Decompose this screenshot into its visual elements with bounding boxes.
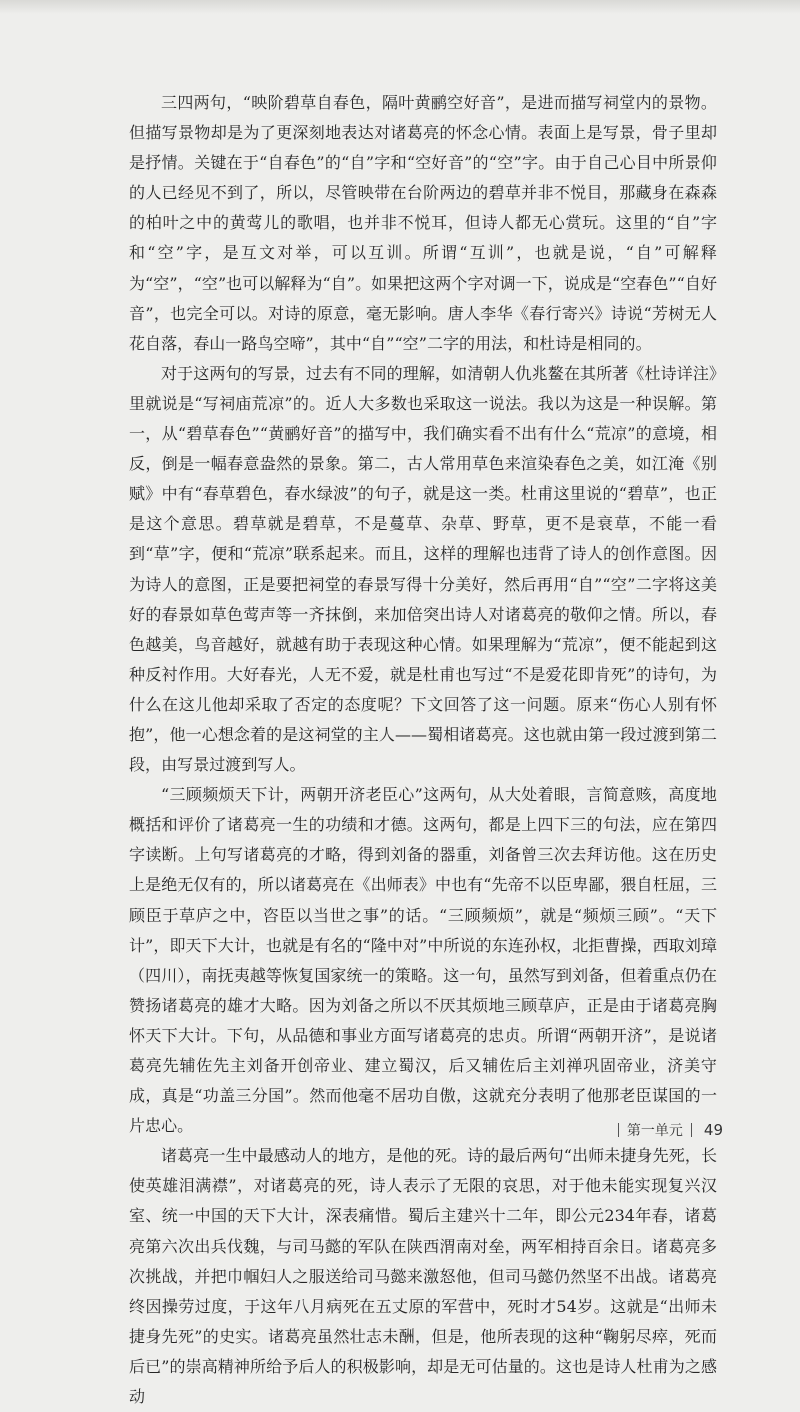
paragraph-4: 诸葛亮一生中最感动人的地方，是他的死。诗的最后两句“出师未捷身先死，长使英雄泪满襟”，对诸葛亮的死，诗人表示了无限的哀思，对于他未能实现复兴汉室、统一中国的天下大计，深表痛惜。蜀后主建兴十二年，即公元234年春，诸葛亮第六次出兵伐魏，与司马懿的军队在陕西渭南对垒，两军相持百余日。诸葛亮多次挑战，并把巾帼妇人之服送给司马懿来激怒他，但司马懿仍然坚不出战。诸葛亮终因操劳过度，于这年八月病死在五丈原的军营中，死时才54岁。这就是“出师未捷身先死”的史实。诸葛亮虽然壮志未酬，但是，他所表现的这种“鞠躬尽瘁，死而后已”的崇高精神所给予后人的积极影响，却是无可估量的。这也是诗人杜甫为之感动 (129, 1146, 717, 1407)
page-footer (610, 1120, 723, 1140)
footer-divider-left (618, 1123, 619, 1137)
page-edge-shadow (0, 0, 800, 14)
paragraph-2: 对于这两句的写景，过去有不同的理解，如清朝人仇兆鳌在其所著《杜诗详注》里就说是“写祠庙荒凉”的。近人大多数也采取这一说法。我以为这是一种误解。第一，从“碧草春色”“黄鹂好音”的描写中，我们确实看不出有什么“荒凉”的意境，相反，倒是一幅春意盎然的景象。第二，古人常用草色来渲染春色之美，如江淹《别赋》中有“春草碧色，春水绿波”的句子，就是这一类。杜甫这里说的“碧草”，也正是这个意思。碧草就是碧草，不是蔓草、杂草、野草，更不是衰草，不能一看到“草”字，便和“荒凉”联系起来。而且，这样的理解也违背了诗人的创作意图。因为诗人的意图，正是要把祠堂的春景写得十分美好，然后再用“自”“空”二字将这美好的春景如草色莺声等一齐抹倒，来加倍突出诗人对诸葛亮的敬仰之情。所以，春色越美，鸟音越好，就越有助于表现这种心情。如果理解为“荒凉”，便不能起到这种反衬作用。大好春光，人无不爱，就是杜甫也写过“不是爱花即肯死”的诗句，为什么在这儿他却采取了否定的态度呢？下文回答了这一问题。原来“伤心人别有怀抱”，他一心想念着的是这祠堂的主人——蜀相诸葛亮。这也就由第一段过渡到第二段，由写景过渡到写人。 (129, 363, 717, 775)
page-body (129, 88, 717, 1412)
unit-label: 第一单元 (626, 1123, 683, 1139)
page-number: 49 (703, 1121, 723, 1139)
paragraph-1: 三四两句，“映阶碧草自春色，隔叶黄鹂空好音”，是进而描写祠堂内的景物。但描写景物却是为了更深刻地表达对诸葛亮的怀念心情。表面上是写景，骨子里却是抒情。关键在于“自春色”的“自”字和“空好音”的“空”字。由于自己心目中所景仰的人已经见不到了，所以，尽管映带在台阶两边的碧草并非不悦目，那藏身在森森的柏叶之中的黄莺儿的歌唱，也并非不悦耳，但诗人都无心赏玩。这里的“自”字和“空”字，是互文对举，可以互训。所谓“互训”，也就是说，“自”可解释为“空”，“空”也可以解释为“自”。如果把这两个字对调一下，说成是“空春色”“自好音”，也完全可以。对诗的原意，毫无影响。唐人李华《春行寄兴》诗说“芳树无人花自落，春山一路鸟空啼”，其中“自”“空”二字的用法，和杜诗是相同的。 (129, 93, 717, 353)
paragraph-3: “三顾频烦天下计，两朝开济老臣心”这两句，从大处着眼，言简意赅，高度地概括和评价了诸葛亮一生的功绩和才德。这两句，都是上四下三的句法，应在第四字读断。上句写诸葛亮的才略，得到刘备的器重，刘备曾三次去拜访他。这在历史上是绝无仅有的，所以诸葛亮在《出师表》中也有“先帝不以臣卑鄙，猥自枉屈，三顾臣于草庐之中，咨臣以当世之事”的话。“三顾频烦”，就是“频烦三顾”。“天下计”，即天下大计，也就是有名的“隆中对”中所说的东连孙权，北拒曹操，西取刘璋（四川），南抚夷越等恢复国家统一的策略。这一句，虽然写到刘备，但着重点仍在赞扬诸葛亮的雄才大略。因为刘备之所以不厌其烦地三顾草庐，正是由于诸葛亮胸怀天下大计。下句，从品德和事业方面写诸葛亮的忠贞。所谓“两朝开济”，是说诸葛亮先辅佐先主刘备开创帝业、建立蜀汉，后又辅佐后主刘禅巩固帝业，济美守成，真是“功盖三分国”。然而他毫不居功自傲，这就充分表明了他那老臣谋国的一片忠心。 (129, 785, 717, 1136)
footer-divider-right (691, 1123, 692, 1137)
